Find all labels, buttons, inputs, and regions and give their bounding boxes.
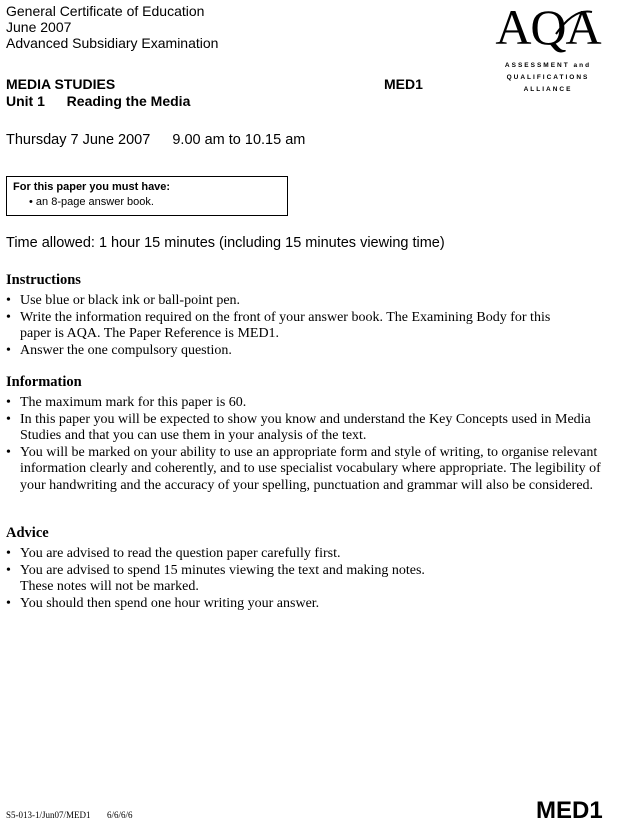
- exam-date-time: [6, 132, 305, 148]
- logo-line-alliance: ALLIANCE: [523, 86, 573, 93]
- subject-title: MEDIA STUDIES: [6, 76, 116, 92]
- unit-line: [6, 93, 190, 110]
- footer-reference: [6, 810, 133, 820]
- footer-print-code: 6/6/6/6: [107, 810, 133, 820]
- requirements-box: [6, 176, 288, 216]
- information-section: [6, 374, 606, 494]
- exam-header: [6, 3, 218, 51]
- requirement-item: • an 8-page answer book.: [29, 196, 154, 208]
- footer-paper-code: MED1: [536, 797, 603, 824]
- requirements-title: For this paper you must have:: [13, 181, 171, 193]
- time-allowed: Time allowed: 1 hour 15 minutes (including 15 minutes viewing time): [6, 235, 445, 251]
- qualification-title: General Certificate of Education: [6, 3, 205, 19]
- logo-swoosh-icon: [554, 6, 594, 36]
- unit-label: Unit 1: [6, 93, 45, 109]
- logo-wordmark: AQA: [495, 0, 601, 55]
- exam-date: Thursday 7 June 2007: [6, 132, 151, 148]
- advice-section: [6, 525, 606, 612]
- instruction-item: • Use blue or black ink or ball-point pen.: [6, 293, 606, 310]
- instructions-section: [6, 272, 606, 359]
- advice-item: • You should then spend one hour writing your answer.: [6, 596, 606, 613]
- logo-line-qualifications: QUALIFICATIONS: [506, 74, 590, 81]
- exam-session: June 2007: [6, 19, 72, 35]
- unit-title: Reading the Media: [66, 93, 191, 109]
- instruction-item: • Write the information required on the front of your answer book. The Examining Body for this paper is AQA. The Paper Reference is MED1.: [6, 310, 580, 343]
- paper-code: MED1: [384, 76, 423, 92]
- footer-ref-code: S5-013-1/Jun07/MED1: [6, 810, 91, 820]
- instruction-item: • Answer the one compulsory question.: [6, 343, 606, 360]
- advice-item: • You are advised to read the question paper carefully first.: [6, 546, 606, 563]
- logo-line-assessment: ASSESSMENT and: [504, 62, 592, 69]
- information-item: • You will be marked on your ability to use an appropriate form and style of writing, to organise relevant information clearly and coherently, and to use specialist vocabulary where appropriate. The legibility of your handwriting and the accuracy of your spelling, punctuation and grammar will also be considered.: [6, 445, 620, 495]
- information-item: • In this paper you will be expected to show you know and understand the Key Concepts used in Media Studies and that you can use them in your analysis of the text.: [6, 412, 605, 445]
- exam-time: 9.00 am to 10.15 am: [172, 132, 306, 148]
- advice-heading: Advice: [6, 525, 49, 541]
- advice-item: • You are advised to spend 15 minutes viewing the text and making notes. These notes will not be marked.: [6, 563, 460, 596]
- instructions-heading: Instructions: [6, 272, 81, 288]
- exam-level: Advanced Subsidiary Examination: [6, 35, 219, 51]
- information-item: • The maximum mark for this paper is 60.: [6, 395, 606, 412]
- aqa-logo: [488, 2, 608, 96]
- information-heading: Information: [6, 374, 82, 390]
